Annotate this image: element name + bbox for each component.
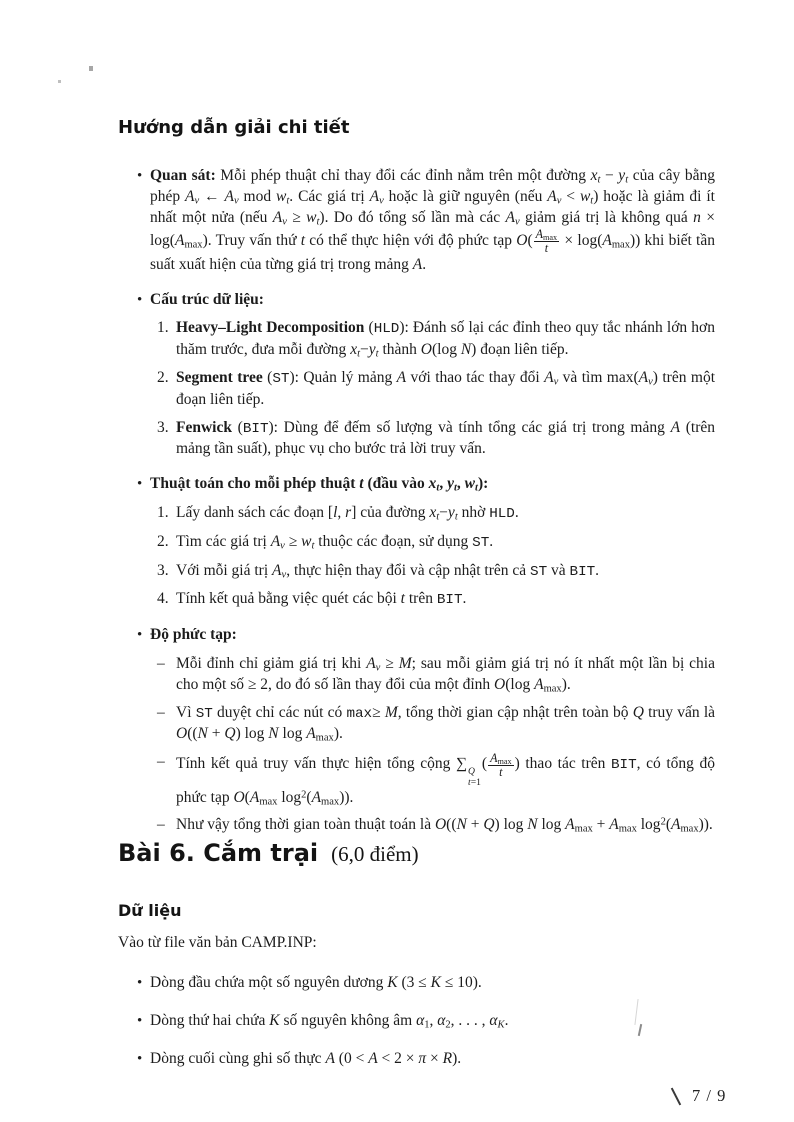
section-heading: Hướng dẫn giải chi tiết (118, 117, 350, 138)
solution-section (118, 116, 715, 850)
item-text: Heavy–Light Decomposition (HLD): Đánh số lại các đỉnh theo quy tắc nhánh lớn hơn thăm trước, đưa mỗi đường $x_t-y_t$ thành O(log N) đoạn liên tiếp. (176, 319, 715, 360)
list-item (150, 418, 715, 461)
list-item (118, 973, 715, 994)
complexity-label: Độ phức tạp: (150, 626, 237, 644)
item-text: Mỗi đỉnh chỉ giảm giá trị khi $A_v \ge M$; sau mỗi giảm giá trị nó ít nhất một lần bị chia cho một số ≥ 2, do đó số lần thay đổi của một đỉnh O(log $A_{max}$). (176, 654, 715, 695)
bullet-icon: • (137, 291, 143, 308)
problem-heading (118, 836, 715, 871)
item-text: Dòng cuối cùng ghi số thực A (0 < A < 2 × π × R). (150, 1049, 462, 1067)
item-number: 2. (157, 532, 169, 550)
list-item (150, 532, 715, 554)
dash-icon: – (157, 703, 165, 721)
list-item (118, 1049, 715, 1070)
bullet-icon: • (137, 627, 143, 644)
list-item (150, 654, 715, 696)
item-number: 2. (157, 368, 169, 386)
list-item (150, 561, 715, 583)
solution-bullet-list (118, 166, 715, 836)
item-number: 4. (157, 590, 169, 608)
item-text: Segment tree (ST): Quản lý mảng A với thao tác thay đổi $A_v$ và tìm $\max(A_v)$ trên một đoạn liên tiếp. (176, 368, 715, 408)
item-text: Tính kết quả truy vấn thực hiện tổng cộng ∑ Q t=1 ( $\frac{A_{max}}{t}$ ) thao tác trên BIT, có tổng độ phức tạp $O(A_{max}$ $\log^2(A_{max})$). (176, 751, 715, 808)
item-text: Dòng thứ hai chứa K số nguyên không âm $\alpha_1$, $\alpha_2$, . . . , $\alpha_K$. (150, 1011, 509, 1031)
bullet-icon: • (137, 1050, 143, 1067)
list-item-observation (118, 166, 715, 276)
list-item (150, 752, 715, 808)
bullet-icon: • (137, 168, 143, 184)
list-item-data-structures (118, 290, 715, 461)
list-item-complexity (118, 625, 715, 836)
data-structures-list (150, 318, 715, 460)
page-number: 7 / 9 (692, 1086, 727, 1105)
scan-speck (89, 66, 93, 71)
algorithm-label: Thuật toán cho mỗi phép thuật t (đầu vào $x_t$, $y_t$, $w_t$): (150, 475, 489, 494)
complexity-list (150, 654, 715, 836)
problem-title: Bài 6. Cắm trại (118, 839, 319, 867)
list-item-algorithm (118, 474, 715, 611)
bullet-icon: • (137, 1012, 143, 1029)
data-structures-label: Cấu trúc dữ liệu: (150, 290, 264, 308)
problem-points: (6,0 điểm) (331, 842, 419, 866)
item-text: Lấy danh sách các đoạn [l, r] của đường $x_t-y_t$ nhờ HLD. (176, 503, 519, 523)
item-text: Dòng đầu chứa một số nguyên dương K (3 ≤ K ≤ 10). (150, 974, 482, 991)
dash-icon: – (157, 753, 165, 771)
list-item (150, 703, 715, 746)
problem6-section (118, 836, 715, 1086)
list-item (150, 503, 715, 525)
algorithm-steps-list (150, 503, 715, 611)
list-item (150, 589, 715, 611)
scan-speck (58, 80, 61, 83)
list-item (150, 815, 715, 836)
dash-icon: – (157, 816, 165, 834)
list-item (150, 318, 715, 361)
list-item (150, 368, 715, 411)
item-text: Vì ST duyệt chỉ các nút có max≥ M, tổng thời gian cập nhật trên toàn bộ Q truy vấn là O((N + Q) log N $\log A_{max}$). (176, 703, 716, 744)
bullet-icon: • (137, 975, 143, 991)
pen-slash-mark (671, 1088, 681, 1106)
list-item (118, 1011, 715, 1032)
data-heading: Dữ liệu (118, 901, 182, 920)
item-number: 3. (157, 561, 169, 579)
observation-text: Quan sát: Mỗi phép thuật chỉ thay đổi các đỉnh nằm trên một đường $x_t - y_t$ của cây bằng phép $A_v$ ← $A_v$ mod $w_t$. Các giá trị $A_v$ hoặc là giữ nguyên (nếu $A_v < w_t$) hoặc là giảm đi ít nhất một nửa (nếu $A_v \ge w_t$). Do đó tổng số lần mà các $A_v$ giảm giá trị là không quá $n \times \log(A_{max})$. Truy vấn thứ t có thể thực hiện với độ phức tạp O( $\frac{A_{max}}{t}$ × $\log(A_{max})$) khi biết tần suất xuất hiện của từng giá trị trong mảng A. (150, 167, 716, 273)
dash-icon: – (157, 654, 165, 672)
item-number: 1. (157, 319, 169, 337)
item-text: Với mỗi giá trị $A_v$, thực hiện thay đổi và cập nhật trên cả ST và BIT. (176, 561, 600, 581)
input-intro: Vào từ file văn bản CAMP.INP: (118, 934, 317, 951)
item-text: Như vậy tổng thời gian toàn thuật toán là O((N + Q) log N $\log A_{max} + A_{max}$ $\log^2(A_{max})$). (176, 816, 713, 836)
bullet-icon: • (137, 476, 143, 493)
item-number: 3. (157, 418, 169, 436)
item-number: 1. (157, 503, 169, 521)
item-text: Tìm các giá trị $A_v \ge w_t$ thuộc các đoạn, sử dụng ST. (176, 532, 494, 552)
item-text: Tính kết quả bằng việc quét các bội t trên BIT. (176, 590, 467, 609)
input-spec-list (118, 973, 715, 1069)
item-text: Fenwick (BIT): Dùng để đếm số lượng và tính tổng các giá trị trong mảng A (trên mảng tần suất), phục vụ cho bước trả lời truy vấn. (176, 418, 715, 458)
